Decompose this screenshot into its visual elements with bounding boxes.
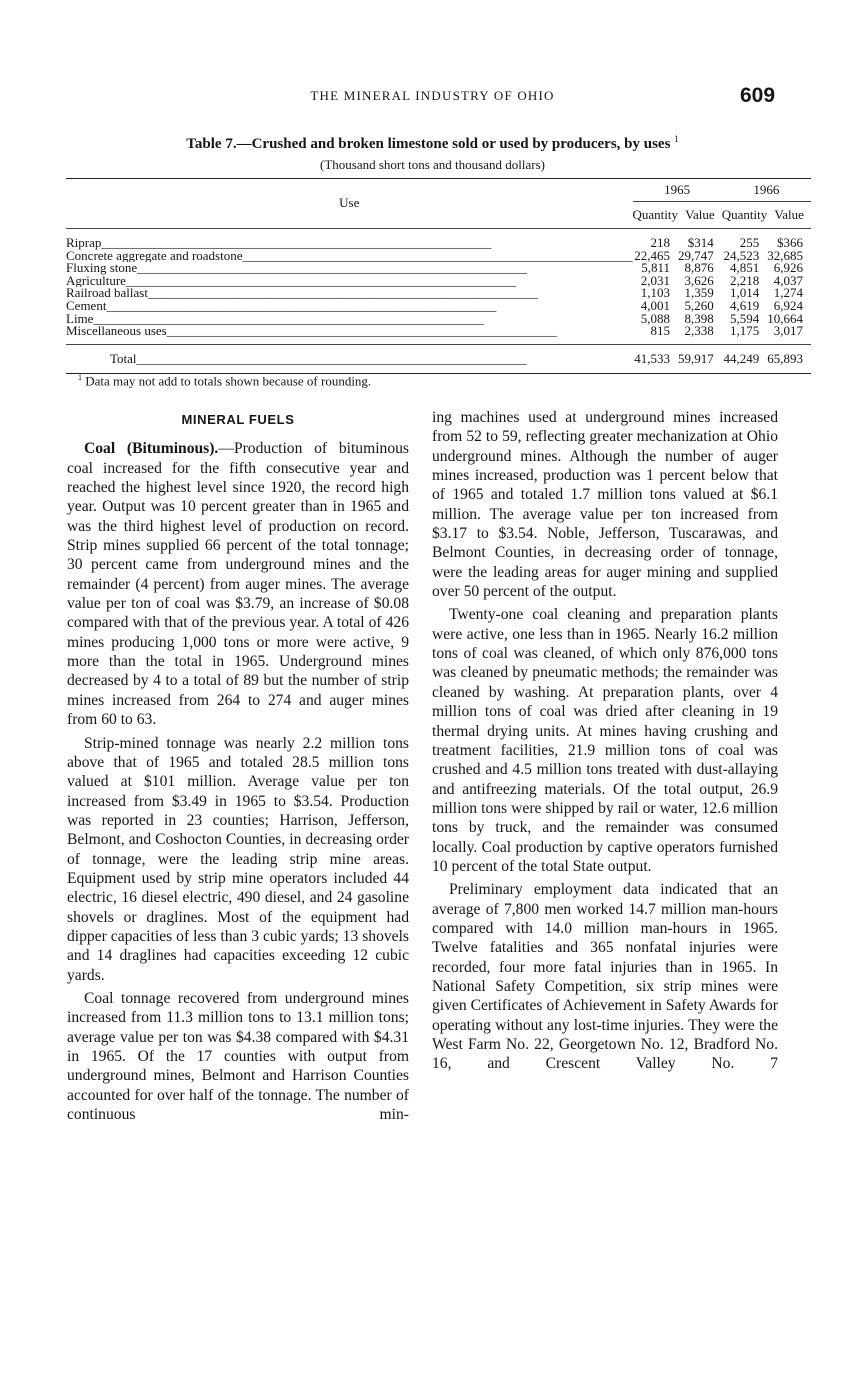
cell-v1966: $366: [777, 235, 804, 250]
cell-q1966: 1,175: [730, 323, 760, 339]
cell-q1966: 2,218: [730, 272, 760, 288]
table-footnote: [78, 373, 371, 389]
cell-v1965: 59,917: [678, 344, 722, 374]
limestone-uses-table: [66, 178, 811, 374]
table-title: [0, 134, 865, 153]
column-header-value-1965: Value: [678, 202, 722, 229]
column-header-quantity-1965: Quantity: [633, 202, 679, 229]
section-heading: MINERAL FUELS: [181, 412, 295, 427]
cell-q1965: 218: [650, 235, 671, 250]
cell-v1966: 6,924: [773, 297, 804, 313]
row-label: Lime____________________________________________________________: [66, 312, 484, 326]
left-column: [67, 410, 409, 1128]
column-header-quantity-1966: Quantity: [722, 202, 768, 229]
footnote-text: Data may not add to totals shown because of rounding.: [85, 373, 372, 389]
cell-q1965: 5,088: [640, 310, 671, 326]
cell-q1966: 1,014: [730, 285, 760, 301]
runin-heading: Coal (Bituminous).: [84, 440, 219, 458]
paragraph: Preliminary employment data indicated that an average of 7,800 men worked 14.7 million man-hours compared with 14.0 million man-hours in 1965. Twelve fatalities and 365 nonfatal injuries were recorded, four more fatal injuries than in 1965. In National Safety Competition, six strip mines were given Certificates of Achievement in Safety Awards for operating without any lost-time injuries. They were the West Farm No. 22, Georgetown No. 12, Bradford No. 16, and Crescent Valley No. 7: [432, 881, 778, 1073]
right-column: [432, 408, 778, 1078]
paragraph: ing machines used at underground mines increased from 52 to 59, reflecting greater mechanization at Ohio underground mines. Although the number of auger mines increased, production was 1 percent below that of 1965 and totaled 1.7 million tons valued at $6.1 million. The average value per ton increased from $3.17 to $3.54. Noble, Jefferson, Tuscarawas, and Belmont Counties, in decreasing order of tonnage, were the leading areas for auger mining and supplied over 50 percent of the output.: [432, 409, 778, 601]
row-label-text: Agriculture: [66, 274, 126, 288]
cell-v1966: 32,685: [767, 247, 804, 263]
cell-v1965: 2,338: [684, 323, 714, 339]
column-header-1965: 1965: [633, 179, 722, 202]
cell-q1965: 1,103: [640, 285, 671, 301]
cell-q1966: 5,594: [730, 310, 760, 326]
cell-q1966: 255: [739, 235, 760, 250]
paragraph: Twenty-one coal cleaning and preparation plants were active, one less than in 1965. Nearly 16.2 million tons of coal was cleaned, of which only 876,000 tons was cleaned by pneumatic methods; the remainder was cleaned by washing. At preparation plants, over 4 million tons of coal was dried after cleaning in 19 thermal drying units. At mines having crushing and treatment facilities, 21.9 million tons of coal was crushed and 4.5 million tons treated with dust-allaying and antifreezing materials. Of the total output, 26.9 million tons were shipped by rail or water, 12.6 million tons by truck, and the remainder was consumed locally. Coal production by captive operators furnished 10 percent of the total State output.: [432, 606, 778, 875]
cell-v1965: 1,359: [684, 285, 714, 301]
row-label-text: Concrete aggregate and roadstone: [66, 249, 243, 263]
cell-v1966: 6,926: [773, 260, 804, 276]
cell-v1965: 8,398: [684, 310, 714, 326]
row-label-text: Miscellaneous uses: [66, 325, 167, 339]
paragraph-text: —Production of bituminous coal increased for the fifth consecutive year and reached the highest level since 1920, the record high year. Output was 10 percent greater than in 1965 and was the third highest level of production on record. Strip mines supplied 66 percent of the total tonnage; 30 percent came from underground mines and the remainder (4 percent) from auger mines. The average value per ton of coal was $3.79, an increase of $0.08 compared with that of the previous year. A total of 426 mines producing 1,000 tons or more were active, 9 more than the total in 1965. Underground mines decreased by 4 to a total of 89 but the number of strip mines increased from 264 to 274 and auger mines from 60 to 63.: [67, 440, 409, 729]
row-label-text: Total: [110, 350, 137, 366]
cell-v1966: 65,893: [767, 344, 811, 374]
cell-v1965: 3,626: [684, 272, 714, 288]
cell-v1966: 4,037: [773, 272, 804, 288]
footnote-mark: 1: [78, 373, 82, 382]
cell-q1965: 2,031: [640, 272, 671, 288]
row-label: Cement____________________________________________________________: [66, 299, 497, 313]
table-title-text: Table 7.—Crushed and broken limestone sold or used by producers, by uses: [186, 136, 671, 152]
cell-q1966: 4,851: [730, 260, 760, 276]
footnote-mark: 1: [674, 134, 679, 144]
row-label: Fluxing stone____________________________________________________________: [66, 262, 528, 275]
cell-v1965: 8,876: [684, 260, 714, 276]
cell-v1966: 10,664: [767, 310, 804, 326]
cell-q1965: 4,001: [640, 297, 671, 313]
cell-v1965: 5,260: [684, 297, 714, 313]
cell-q1965: 22,465: [634, 247, 671, 263]
cell-q1966: 44,249: [722, 344, 768, 374]
row-label: Total____________________________________________________________: [66, 344, 633, 374]
column-header-value-1966: Value: [767, 202, 811, 229]
cell-q1966: 24,523: [723, 247, 760, 263]
cell-v1966: 1,274: [773, 285, 804, 301]
cell-v1965: $314: [687, 235, 714, 250]
table-subtitle: (Thousand short tons and thousand dollars): [320, 157, 545, 172]
row-label: Agriculture____________________________________________________________: [66, 274, 516, 288]
table-row: [66, 325, 811, 344]
page-number: 609: [740, 84, 776, 107]
total-row: [66, 344, 811, 374]
row-label: Miscellaneous uses____________________________________________________________: [66, 325, 557, 339]
cell-q1965: 5,811: [641, 260, 671, 276]
cell-v1965: 29,747: [678, 247, 714, 263]
row-label: Railroad ballast____________________________________________________________: [66, 287, 538, 300]
row-label: Concrete aggregate and roadstone____________________________________________________________: [66, 249, 633, 263]
row-label-text: Cement: [66, 299, 107, 313]
row-label: Riprap____________________________________________________________: [66, 235, 492, 250]
row-label-text: Fluxing stone: [66, 262, 138, 275]
cell-q1965: 41,533: [633, 344, 679, 374]
column-header-use: Use: [66, 179, 633, 229]
paragraph: [67, 439, 409, 729]
paragraph: Strip-mined tonnage was nearly 2.2 million tons above that of 1965 and totaled 28.5 million tons valued at $101 million. Average value per ton increased from $3.49 in 1965 to $3.54. Production was reported in 23 counties; Harrison, Jefferson, Belmont, and Coshocton Counties, in decreasing order of tonnage, were the leading strip mine areas. Equipment used by strip mine operators included 44 electric, 16 diesel electric, 490 diesel, and 24 gasoline shovels or draglines. Most of the equipment had dipper capacities of less than 3 cubic yards; 13 shovels and 14 draglines had capacities exceeding 12 cubic yards.: [67, 734, 409, 984]
column-header-1966: 1966: [722, 179, 811, 202]
cell-q1966: 4,619: [730, 297, 760, 313]
row-label-text: Riprap: [66, 235, 102, 250]
table-row: [66, 229, 811, 250]
row-label-text: Railroad ballast: [66, 287, 148, 300]
row-label-text: Lime: [66, 312, 94, 326]
cell-v1966: 3,017: [773, 323, 804, 339]
running-header: THE MINERAL INDUSTRY OF OHIO: [310, 88, 555, 103]
paragraph: Coal tonnage recovered from underground mines increased from 11.3 million tons to 13.1 million tons; average value per ton was $4.38 compared with $4.31 in 1965. Of the 17 counties with output from underground mines, Belmont and Harrison Counties accounted for over half of the tonnage. The number of continuous min-: [67, 989, 409, 1124]
cell-q1965: 815: [650, 323, 671, 339]
